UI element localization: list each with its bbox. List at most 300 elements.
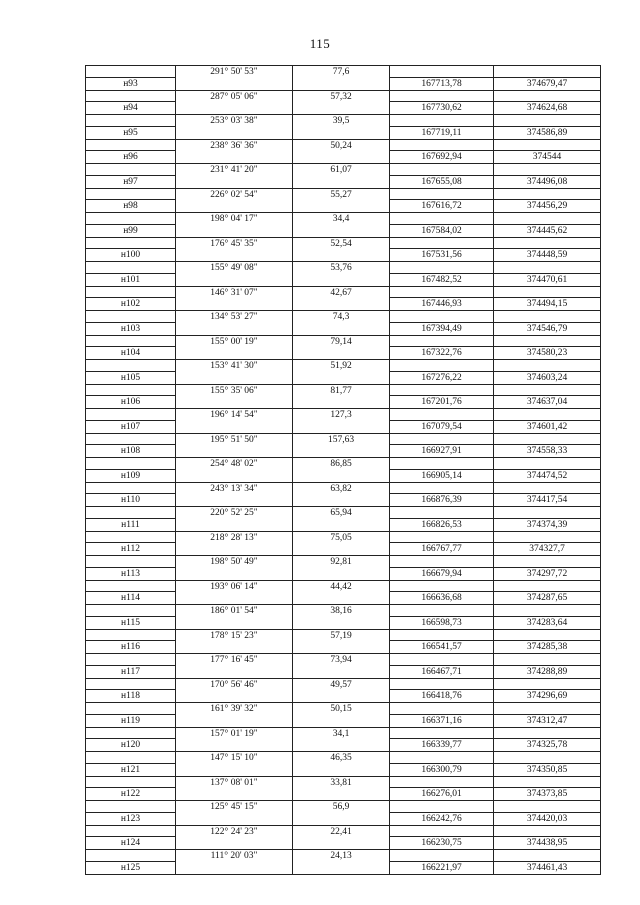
segment-length-cell — [293, 322, 390, 335]
table-row-segment — [86, 752, 601, 764]
direction-angle-cell: 155° 49' 08" — [176, 262, 293, 274]
point-label-cell: н94 — [86, 102, 176, 115]
direction-angle-cell — [176, 714, 293, 727]
x-coordinate-cell — [390, 629, 494, 641]
segment-length-cell — [293, 690, 390, 703]
direction-angle-cell — [176, 739, 293, 752]
table-row-point — [86, 200, 601, 213]
direction-angle-cell: 153° 41' 30" — [176, 360, 293, 372]
direction-angle-cell — [176, 616, 293, 629]
direction-angle-cell: 198° 50' 49" — [176, 556, 293, 568]
segment-length-cell — [293, 151, 390, 164]
point-label-cell: н125 — [86, 861, 176, 874]
page-number: 115 — [309, 36, 331, 51]
y-coordinate-cell: 374325,78 — [494, 739, 601, 752]
x-coordinate-cell: 166598,73 — [390, 616, 494, 629]
table-row-segment — [86, 580, 601, 592]
segment-length-cell: 33,81 — [293, 776, 390, 788]
y-coordinate-cell: 374496,08 — [494, 175, 601, 188]
segment-length-cell — [293, 224, 390, 237]
point-label-cell: н110 — [86, 494, 176, 507]
table-row-point — [86, 249, 601, 262]
direction-angle-cell: 177° 16' 45" — [176, 654, 293, 666]
coordinates-table — [85, 65, 601, 875]
table-row-segment — [86, 237, 601, 249]
point-label-cell: н119 — [86, 714, 176, 727]
table-row-segment — [86, 311, 601, 323]
table-row-segment — [86, 507, 601, 519]
table-row-point — [86, 518, 601, 531]
x-coordinate-cell: 167616,72 — [390, 200, 494, 213]
segment-length-cell: 38,16 — [293, 605, 390, 617]
y-coordinate-cell — [494, 311, 601, 323]
x-coordinate-cell — [390, 507, 494, 519]
table-row-segment — [86, 433, 601, 445]
direction-angle-cell — [176, 200, 293, 213]
x-coordinate-cell: 167201,76 — [390, 396, 494, 409]
x-coordinate-cell — [390, 188, 494, 200]
segment-length-cell: 73,94 — [293, 654, 390, 666]
direction-angle-cell: 195° 51' 50" — [176, 433, 293, 445]
segment-length-cell: 157,63 — [293, 433, 390, 445]
x-coordinate-cell: 166300,79 — [390, 763, 494, 776]
direction-angle-cell — [176, 812, 293, 825]
segment-length-cell: 65,94 — [293, 507, 390, 519]
segment-length-cell: 49,57 — [293, 678, 390, 690]
segment-length-cell — [293, 837, 390, 850]
direction-angle-cell — [176, 469, 293, 482]
x-coordinate-cell — [390, 850, 494, 862]
point-label-cell — [86, 776, 176, 788]
y-coordinate-cell: 374586,89 — [494, 126, 601, 139]
table-row-segment — [86, 90, 601, 102]
table-row-point — [86, 641, 601, 654]
point-label-cell — [86, 605, 176, 617]
table-row-point — [86, 396, 601, 409]
direction-angle-cell — [176, 249, 293, 262]
point-label-cell — [86, 237, 176, 249]
x-coordinate-cell: 166221,97 — [390, 861, 494, 874]
direction-angle-cell — [176, 298, 293, 311]
coordinates-table-body — [86, 66, 601, 875]
segment-length-cell: 86,85 — [293, 458, 390, 470]
table-row-segment — [86, 531, 601, 543]
y-coordinate-cell: 374474,52 — [494, 469, 601, 482]
direction-angle-cell: 238° 36' 36" — [176, 139, 293, 151]
point-label-cell — [86, 752, 176, 764]
segment-length-cell — [293, 788, 390, 801]
y-coordinate-cell: 374580,23 — [494, 347, 601, 360]
direction-angle-cell: 157° 01' 19" — [176, 727, 293, 739]
point-label-cell — [86, 90, 176, 102]
x-coordinate-cell: 166541,57 — [390, 641, 494, 654]
y-coordinate-cell: 374373,85 — [494, 788, 601, 801]
y-coordinate-cell — [494, 825, 601, 837]
x-coordinate-cell: 166679,94 — [390, 567, 494, 580]
direction-angle-cell: 220° 52' 25" — [176, 507, 293, 519]
direction-angle-cell — [176, 861, 293, 874]
y-coordinate-cell — [494, 90, 601, 102]
segment-length-cell: 81,77 — [293, 384, 390, 396]
x-coordinate-cell: 166230,75 — [390, 837, 494, 850]
x-coordinate-cell: 166905,14 — [390, 469, 494, 482]
segment-length-cell — [293, 641, 390, 654]
y-coordinate-cell — [494, 433, 601, 445]
point-label-cell: н96 — [86, 151, 176, 164]
direction-angle-cell: 170° 56' 46" — [176, 678, 293, 690]
x-coordinate-cell: 167276,22 — [390, 371, 494, 384]
point-label-cell — [86, 188, 176, 200]
table-row-point — [86, 77, 601, 90]
table-row-segment — [86, 286, 601, 298]
segment-length-cell: 127,3 — [293, 409, 390, 421]
y-coordinate-cell — [494, 850, 601, 862]
direction-angle-cell — [176, 126, 293, 139]
x-coordinate-cell — [390, 703, 494, 715]
table-row-segment — [86, 629, 601, 641]
direction-angle-cell: 134° 53' 27" — [176, 311, 293, 323]
table-row-segment — [86, 335, 601, 347]
table-row-point — [86, 273, 601, 286]
table-row-segment — [86, 776, 601, 788]
table-row-point — [86, 837, 601, 850]
point-label-cell — [86, 531, 176, 543]
y-coordinate-cell: 374296,69 — [494, 690, 601, 703]
y-coordinate-cell — [494, 384, 601, 396]
direction-angle-cell: 253° 03' 38" — [176, 115, 293, 127]
x-coordinate-cell — [390, 311, 494, 323]
x-coordinate-cell — [390, 90, 494, 102]
direction-angle-cell — [176, 788, 293, 801]
segment-length-cell — [293, 273, 390, 286]
direction-angle-cell: 226° 02' 54" — [176, 188, 293, 200]
x-coordinate-cell — [390, 580, 494, 592]
y-coordinate-cell: 374544 — [494, 151, 601, 164]
table-row-point — [86, 812, 601, 825]
x-coordinate-cell: 166636,68 — [390, 592, 494, 605]
y-coordinate-cell: 374417,54 — [494, 494, 601, 507]
y-coordinate-cell: 374494,15 — [494, 298, 601, 311]
y-coordinate-cell: 374461,43 — [494, 861, 601, 874]
direction-angle-cell: 193° 06' 14" — [176, 580, 293, 592]
point-label-cell — [86, 556, 176, 568]
table-row-point — [86, 469, 601, 482]
table-row-segment — [86, 482, 601, 494]
point-label-cell — [86, 213, 176, 225]
point-label-cell: н122 — [86, 788, 176, 801]
x-coordinate-cell: 167692,94 — [390, 151, 494, 164]
x-coordinate-cell — [390, 335, 494, 347]
direction-angle-cell: 218° 28' 13" — [176, 531, 293, 543]
table-row-point — [86, 322, 601, 335]
point-label-cell: н112 — [86, 543, 176, 556]
segment-length-cell — [293, 102, 390, 115]
segment-length-cell — [293, 567, 390, 580]
point-label-cell: н93 — [86, 77, 176, 90]
direction-angle-cell — [176, 665, 293, 678]
direction-angle-cell — [176, 445, 293, 458]
segment-length-cell — [293, 543, 390, 556]
point-label-cell — [86, 482, 176, 494]
point-label-cell — [86, 384, 176, 396]
table-row-segment — [86, 66, 601, 78]
segment-length-cell: 50,24 — [293, 139, 390, 151]
direction-angle-cell — [176, 77, 293, 90]
table-row-segment — [86, 262, 601, 274]
direction-angle-cell: 122° 24' 23" — [176, 825, 293, 837]
point-label-cell: н120 — [86, 739, 176, 752]
table-row-segment — [86, 654, 601, 666]
direction-angle-cell — [176, 175, 293, 188]
segment-length-cell — [293, 371, 390, 384]
table-row-segment — [86, 360, 601, 372]
point-label-cell — [86, 139, 176, 151]
y-coordinate-cell: 374374,39 — [494, 518, 601, 531]
point-label-cell: н100 — [86, 249, 176, 262]
segment-length-cell: 52,54 — [293, 237, 390, 249]
y-coordinate-cell — [494, 237, 601, 249]
x-coordinate-cell: 166467,71 — [390, 665, 494, 678]
segment-length-cell — [293, 714, 390, 727]
x-coordinate-cell — [390, 556, 494, 568]
direction-angle-cell: 137° 08' 01" — [176, 776, 293, 788]
direction-angle-cell: 186° 01' 54" — [176, 605, 293, 617]
table-row-segment — [86, 678, 601, 690]
table-row-segment — [86, 384, 601, 396]
point-label-cell — [86, 458, 176, 470]
y-coordinate-cell — [494, 213, 601, 225]
segment-length-cell — [293, 200, 390, 213]
y-coordinate-cell — [494, 335, 601, 347]
y-coordinate-cell — [494, 580, 601, 592]
x-coordinate-cell: 166927,91 — [390, 445, 494, 458]
direction-angle-cell — [176, 543, 293, 556]
point-label-cell: н106 — [86, 396, 176, 409]
point-label-cell — [86, 703, 176, 715]
direction-angle-cell: 178° 15' 23" — [176, 629, 293, 641]
segment-length-cell — [293, 665, 390, 678]
point-label-cell — [86, 654, 176, 666]
segment-length-cell — [293, 592, 390, 605]
x-coordinate-cell — [390, 409, 494, 421]
segment-length-cell: 92,81 — [293, 556, 390, 568]
y-coordinate-cell: 374637,04 — [494, 396, 601, 409]
y-coordinate-cell — [494, 703, 601, 715]
direction-angle-cell — [176, 567, 293, 580]
table-row-point — [86, 224, 601, 237]
y-coordinate-cell: 374624,68 — [494, 102, 601, 115]
x-coordinate-cell: 166371,16 — [390, 714, 494, 727]
direction-angle-cell — [176, 420, 293, 433]
segment-length-cell — [293, 739, 390, 752]
point-label-cell — [86, 360, 176, 372]
y-coordinate-cell: 374327,7 — [494, 543, 601, 556]
x-coordinate-cell — [390, 531, 494, 543]
segment-length-cell — [293, 126, 390, 139]
y-coordinate-cell — [494, 115, 601, 127]
point-label-cell: н102 — [86, 298, 176, 311]
x-coordinate-cell: 166339,77 — [390, 739, 494, 752]
table-row-segment — [86, 213, 601, 225]
point-label-cell: н104 — [86, 347, 176, 360]
x-coordinate-cell — [390, 678, 494, 690]
table-row-point — [86, 298, 601, 311]
point-label-cell — [86, 262, 176, 274]
y-coordinate-cell: 374603,24 — [494, 371, 601, 384]
point-label-cell: н111 — [86, 518, 176, 531]
segment-length-cell — [293, 298, 390, 311]
segment-length-cell: 42,67 — [293, 286, 390, 298]
segment-length-cell: 57,19 — [293, 629, 390, 641]
point-label-cell — [86, 409, 176, 421]
direction-angle-cell: 155° 00' 19" — [176, 335, 293, 347]
x-coordinate-cell — [390, 286, 494, 298]
point-label-cell — [86, 580, 176, 592]
table-row-segment — [86, 703, 601, 715]
point-label-cell: н99 — [86, 224, 176, 237]
x-coordinate-cell: 166276,01 — [390, 788, 494, 801]
segment-length-cell — [293, 396, 390, 409]
x-coordinate-cell: 166418,76 — [390, 690, 494, 703]
point-label-cell — [86, 164, 176, 176]
coordinates-table-wrapper — [85, 65, 600, 875]
y-coordinate-cell — [494, 164, 601, 176]
segment-length-cell — [293, 494, 390, 507]
direction-angle-cell: 231° 41' 20" — [176, 164, 293, 176]
table-row-point — [86, 126, 601, 139]
direction-angle-cell — [176, 371, 293, 384]
y-coordinate-cell — [494, 360, 601, 372]
segment-length-cell — [293, 812, 390, 825]
y-coordinate-cell: 374558,33 — [494, 445, 601, 458]
x-coordinate-cell: 167079,54 — [390, 420, 494, 433]
segment-length-cell — [293, 249, 390, 262]
point-label-cell: н95 — [86, 126, 176, 139]
table-row-point — [86, 420, 601, 433]
direction-angle-cell — [176, 763, 293, 776]
table-row-point — [86, 739, 601, 752]
direction-angle-cell: 254° 48' 02" — [176, 458, 293, 470]
x-coordinate-cell — [390, 384, 494, 396]
x-coordinate-cell — [390, 433, 494, 445]
y-coordinate-cell: 374288,89 — [494, 665, 601, 678]
x-coordinate-cell — [390, 213, 494, 225]
x-coordinate-cell — [390, 360, 494, 372]
y-coordinate-cell — [494, 801, 601, 813]
point-label-cell — [86, 825, 176, 837]
direction-angle-cell — [176, 494, 293, 507]
x-coordinate-cell — [390, 752, 494, 764]
x-coordinate-cell — [390, 654, 494, 666]
table-row-point — [86, 102, 601, 115]
segment-length-cell: 79,14 — [293, 335, 390, 347]
direction-angle-cell — [176, 151, 293, 164]
x-coordinate-cell: 167446,93 — [390, 298, 494, 311]
table-row-point — [86, 175, 601, 188]
table-row-point — [86, 714, 601, 727]
direction-angle-cell: 291° 50' 53" — [176, 66, 293, 78]
y-coordinate-cell — [494, 139, 601, 151]
segment-length-cell: 22,41 — [293, 825, 390, 837]
x-coordinate-cell: 166876,39 — [390, 494, 494, 507]
segment-length-cell — [293, 347, 390, 360]
y-coordinate-cell — [494, 654, 601, 666]
x-coordinate-cell — [390, 801, 494, 813]
point-label-cell: н113 — [86, 567, 176, 580]
segment-length-cell: 24,13 — [293, 850, 390, 862]
y-coordinate-cell: 374601,42 — [494, 420, 601, 433]
point-label-cell — [86, 507, 176, 519]
direction-angle-cell: 287° 05' 06" — [176, 90, 293, 102]
segment-length-cell — [293, 175, 390, 188]
point-label-cell: н103 — [86, 322, 176, 335]
y-coordinate-cell — [494, 776, 601, 788]
segment-length-cell: 51,92 — [293, 360, 390, 372]
y-coordinate-cell: 374445,62 — [494, 224, 601, 237]
direction-angle-cell — [176, 690, 293, 703]
x-coordinate-cell — [390, 482, 494, 494]
y-coordinate-cell — [494, 66, 601, 78]
direction-angle-cell: 111° 20' 03" — [176, 850, 293, 862]
point-label-cell: н114 — [86, 592, 176, 605]
point-label-cell — [86, 115, 176, 127]
direction-angle-cell — [176, 322, 293, 335]
direction-angle-cell — [176, 273, 293, 286]
table-row-point — [86, 543, 601, 556]
point-label-cell: н101 — [86, 273, 176, 286]
segment-length-cell: 63,82 — [293, 482, 390, 494]
direction-angle-cell: 155° 35' 06" — [176, 384, 293, 396]
y-coordinate-cell: 374438,95 — [494, 837, 601, 850]
y-coordinate-cell — [494, 409, 601, 421]
x-coordinate-cell: 167322,76 — [390, 347, 494, 360]
segment-length-cell: 46,35 — [293, 752, 390, 764]
direction-angle-cell: 125° 45' 15" — [176, 801, 293, 813]
table-row-segment — [86, 458, 601, 470]
table-row-segment — [86, 825, 601, 837]
table-row-point — [86, 665, 601, 678]
point-label-cell: н118 — [86, 690, 176, 703]
x-coordinate-cell: 167531,56 — [390, 249, 494, 262]
y-coordinate-cell — [494, 458, 601, 470]
y-coordinate-cell — [494, 678, 601, 690]
x-coordinate-cell — [390, 605, 494, 617]
y-coordinate-cell: 374297,72 — [494, 567, 601, 580]
direction-angle-cell: 198° 04' 17" — [176, 213, 293, 225]
segment-length-cell — [293, 763, 390, 776]
direction-angle-cell — [176, 102, 293, 115]
table-row-point — [86, 861, 601, 874]
point-label-cell — [86, 311, 176, 323]
y-coordinate-cell — [494, 752, 601, 764]
y-coordinate-cell: 374285,38 — [494, 641, 601, 654]
point-label-cell: н115 — [86, 616, 176, 629]
table-row-segment — [86, 556, 601, 568]
x-coordinate-cell — [390, 825, 494, 837]
y-coordinate-cell: 374470,61 — [494, 273, 601, 286]
direction-angle-cell — [176, 518, 293, 531]
table-row-point — [86, 494, 601, 507]
segment-length-cell — [293, 77, 390, 90]
segment-length-cell: 39,5 — [293, 115, 390, 127]
direction-angle-cell: 243° 13' 34" — [176, 482, 293, 494]
point-label-cell: н97 — [86, 175, 176, 188]
table-row-segment — [86, 727, 601, 739]
segment-length-cell: 75,05 — [293, 531, 390, 543]
direction-angle-cell: 146° 31' 07" — [176, 286, 293, 298]
table-row-segment — [86, 850, 601, 862]
table-row-segment — [86, 115, 601, 127]
